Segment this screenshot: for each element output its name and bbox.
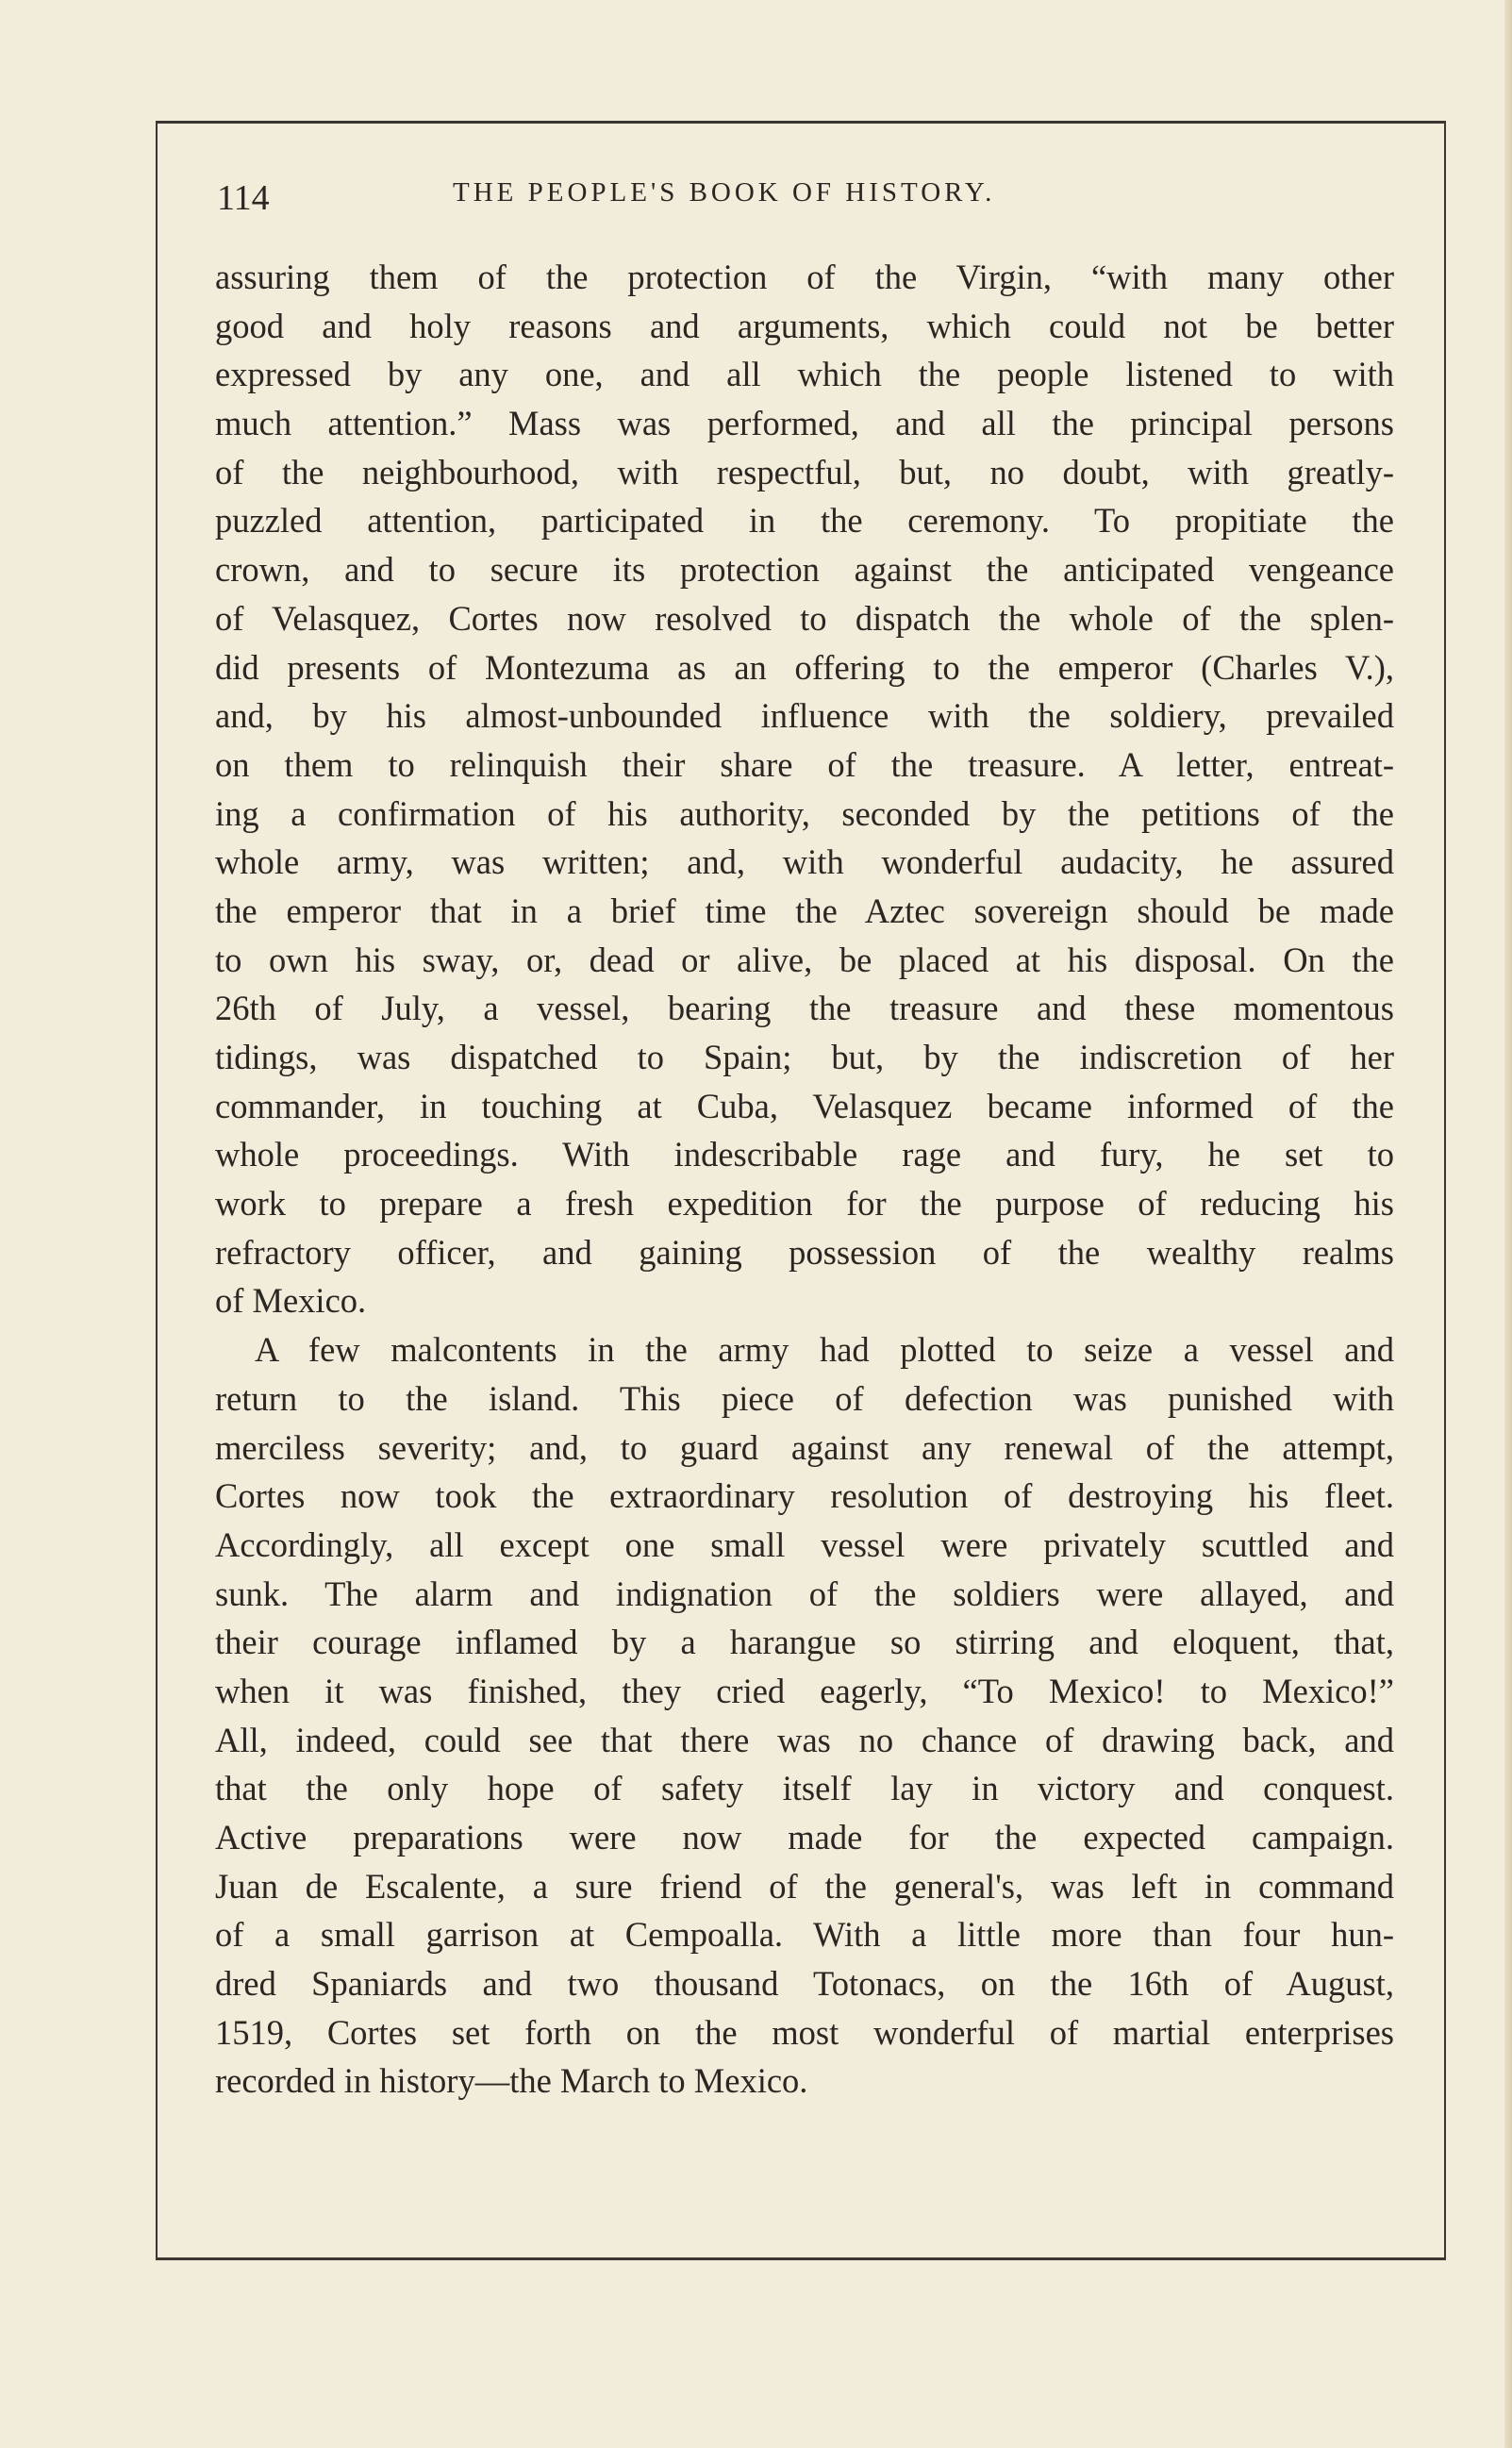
text-line: A few malcontents in the army had plotted to seize a vessel and (255, 1330, 1394, 1370)
text-line: puzzled attention, participated in the ceremony. To propitiate the (215, 501, 1394, 541)
page-edge-shadow (1504, 0, 1512, 2448)
text-line: to own his sway, or, dead or alive, be placed at his disposal. On the (215, 940, 1394, 979)
text-line: much attention.” Mass was performed, and all the principal persons (215, 404, 1394, 443)
text-line: tidings, was dispatched to Spain; but, by the indiscretion of her (215, 1038, 1394, 1076)
text-line: the emperor that in a brief time the Aztec sovereign should be made (215, 891, 1394, 930)
text-line: Accordingly, all except one small vessel were privately scuttled and (215, 1524, 1394, 1564)
text-line: did presents of Montezuma as an offering to the emperor (Charles V.), (215, 647, 1394, 687)
text-line: commander, in touching at Cuba, Velasquez became informed of the (215, 1086, 1394, 1125)
text-line: 1519, Cortes set forth on the most wonderful of martial enterprises (215, 2012, 1394, 2052)
text-line: refractory officer, and gaining possession of the wealthy realms (215, 1232, 1394, 1272)
text-line: All, indeed, could see that there was no chance of drawing back, and (215, 1720, 1394, 1759)
body-text (215, 253, 1394, 2106)
text-line: return to the island. This piece of defection was punished with (215, 1378, 1394, 1418)
text-line: merciless severity; and, to guard against any renewal of the attempt, (215, 1427, 1394, 1467)
page-number: 114 (217, 178, 270, 218)
running-title: THE PEOPLE'S BOOK OF HISTORY. (453, 177, 996, 208)
text-line: 26th of July, a vessel, bearing the treasure and these momentous (215, 989, 1394, 1028)
text-line: of the neighbourhood, with respectful, but, no doubt, with greatly- (215, 452, 1394, 491)
text-line: recorded in history—the March to Mexico. (215, 2061, 808, 2101)
text-line: ing a confirmation of his authority, seconded by the petitions of the (215, 793, 1394, 833)
text-line: whole army, was written; and, with wonderful audacity, he assured (215, 842, 1394, 882)
text-line: of Mexico. (215, 1281, 367, 1321)
text-line: that the only hope of safety itself lay in victory and conquest. (215, 1769, 1394, 1808)
text-line: and, by his almost-unbounded influence with the soldiery, prevailed (215, 696, 1394, 736)
text-line: work to prepare a fresh expedition for the purpose of reducing his (215, 1184, 1394, 1224)
text-line: sunk. The alarm and indignation of the soldiers were allayed, and (215, 1574, 1394, 1613)
text-line: expressed by any one, and all which the people listened to with (215, 355, 1394, 394)
text-line: whole proceedings. With indescribable rage and fury, he set to (215, 1135, 1394, 1174)
text-line: their courage inflamed by a harangue so stirring and eloquent, that, (215, 1623, 1394, 1662)
text-line: Juan de Escalente, a sure friend of the general's, was left in command (215, 1866, 1394, 1906)
text-line: dred Spaniards and two thousand Totonacs, on the 16th of August, (215, 1964, 1394, 2004)
text-line: good and holy reasons and arguments, which could not be better (215, 306, 1394, 345)
text-line: Active preparations were now made for the expected campaign. (215, 1818, 1394, 1857)
text-line: on them to relinquish their share of the treasure. A letter, entreat- (215, 744, 1394, 784)
text-line: when it was finished, they cried eagerly, “To Mexico! to Mexico!” (215, 1671, 1394, 1710)
text-line: assuring them of the protection of the Virgin, “with many other (215, 258, 1394, 296)
text-line: crown, and to secure its protection against the anticipated vengeance (215, 550, 1394, 590)
text-line: of a small garrison at Cempoalla. With a little more than four hun- (215, 1915, 1394, 1955)
text-line: Cortes now took the extraordinary resolution of destroying his fleet. (215, 1476, 1394, 1516)
text-line: of Velasquez, Cortes now resolved to dispatch the whole of the splen- (215, 598, 1394, 638)
